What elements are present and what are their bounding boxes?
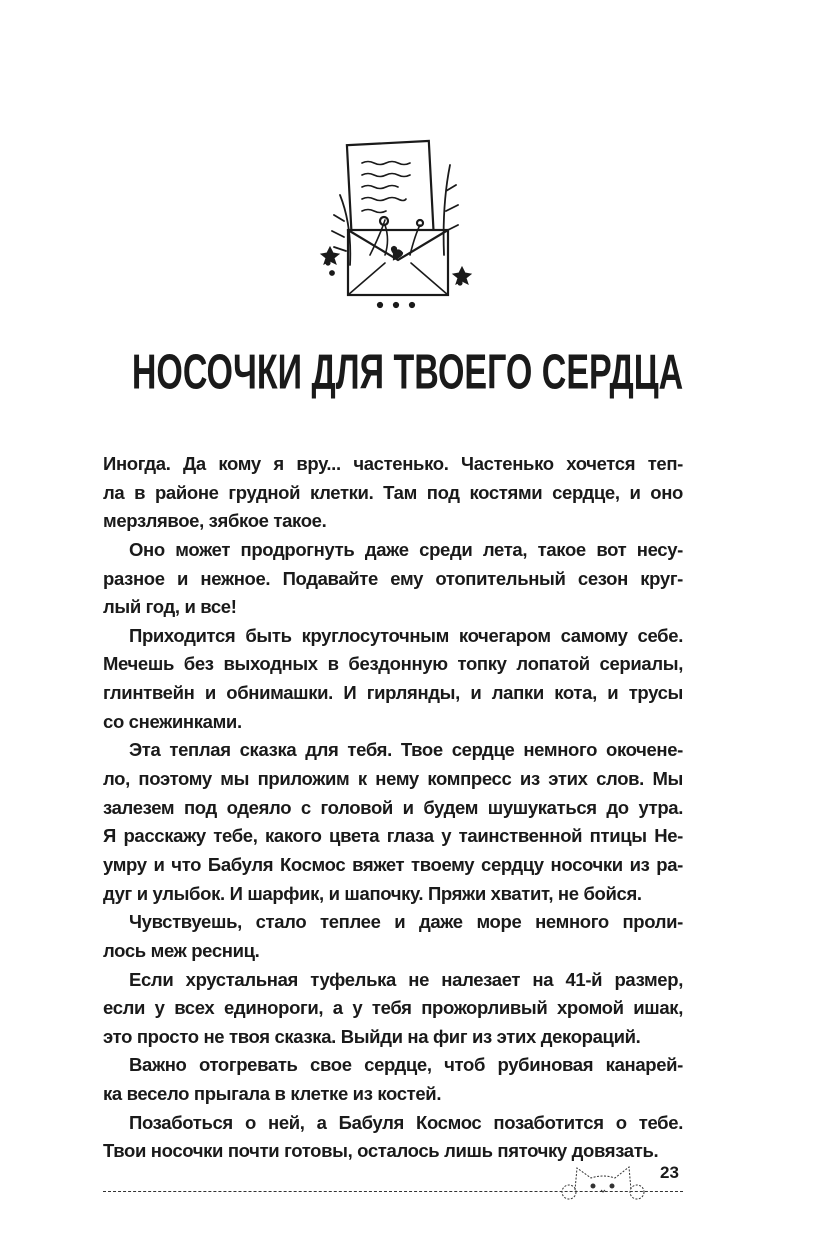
paragraph-line: дуг и улыбок. И шарфик, и шапочку. Пряжи хватит, не бойся. xyxy=(103,882,642,904)
cat-peeking-icon xyxy=(555,1162,650,1202)
paragraph-line: ло, поэтому мы приложим к нему компресс из этих слов. Мы xyxy=(103,768,683,790)
paragraph-line: залезем под одеяло с головой и будем шушукаться до утра. xyxy=(103,796,683,818)
paragraph-line: ка весело прыгала в клетке из костей. xyxy=(103,1083,442,1105)
chapter-body xyxy=(103,450,683,1166)
paragraph-line: Приходится быть круглосуточным кочегаром самому себе. xyxy=(129,624,683,646)
paragraph-line: Позаботься о ней, а Бабуля Космос позаботится о тебе. xyxy=(129,1111,683,1133)
paragraph-line: это просто не твоя сказка. Выйди на фиг из этих декораций. xyxy=(103,1025,641,1047)
paragraph-line: Чувствуешь, стало теплее и даже море немного проли- xyxy=(129,911,683,933)
paragraph-line: разное и нежное. Подавайте ему отопительный сезон круг- xyxy=(103,567,683,589)
paragraph-line: Я расскажу тебе, какого цвета глаза у таинственной птицы Не- xyxy=(103,825,683,847)
paragraph-line: Важно отогревать свое сердце, чтоб рубиновая канарей- xyxy=(129,1054,683,1076)
paragraph-line: мерзлявое, зябкое такое. xyxy=(103,510,327,532)
paragraph-line: глинтвейн и обнимашки. И гирлянды, и лапки кота, и трусы xyxy=(103,682,683,704)
paragraph-line: Иногда. Да кому я вру... частенько. Частенько хочется теп- xyxy=(103,453,683,474)
paragraph-line: Мечешь без выходных в бездонную топку лопатой сериалы, xyxy=(103,653,683,675)
paragraph-line: лый год, и все! xyxy=(103,596,237,618)
paragraph-line: Эта теплая сказка для тебя. Твое сердце немного окочене- xyxy=(129,739,683,761)
paragraph-line: лось меж ресниц. xyxy=(103,939,260,961)
paragraph-line: Твои носочки почти готовы, осталось лишь пяточку довязать. xyxy=(103,1140,659,1162)
page-number: 23 xyxy=(660,1163,679,1182)
paragraph-line: умру и что Бабуля Космос вяжет твоему сердцу носочки из ра- xyxy=(103,853,683,875)
paragraph-line: со снежинками. xyxy=(103,710,242,732)
paragraph-line: Если хрустальная туфелька не налезает на 41-й размер, xyxy=(129,968,683,990)
paragraph-line: если у всех единороги, а у тебя прожорливый хромой ишак, xyxy=(103,997,683,1019)
paragraph-line: Оно может продрогнуть даже среди лета, такое вот несу- xyxy=(129,538,683,560)
chapter-title: НОСОЧКИ ДЛЯ ТВОЕГО СЕРДЦА xyxy=(131,345,684,401)
envelope-letter-illustration xyxy=(310,135,480,315)
paragraph-line: ла в районе грудной клетки. Там под костями сердце, и оно xyxy=(103,481,683,503)
